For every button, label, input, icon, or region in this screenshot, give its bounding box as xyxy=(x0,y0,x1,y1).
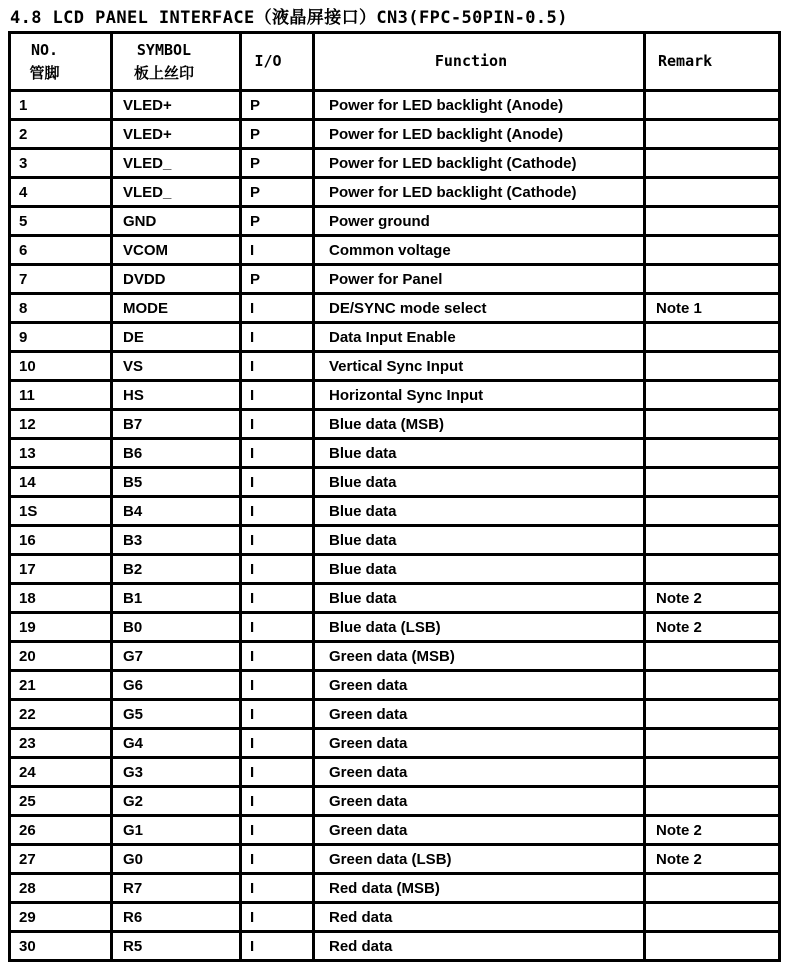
table-row xyxy=(10,497,780,526)
cell-io: I xyxy=(241,932,314,961)
cell-io: I xyxy=(241,903,314,932)
cell-io: P xyxy=(241,178,314,207)
cell-pin-number: 17 xyxy=(10,555,112,584)
cell-pin-number: 28 xyxy=(10,874,112,903)
cell-pin-number: 6 xyxy=(10,236,112,265)
column-header-no-cn: 管脚 xyxy=(29,63,60,82)
cell-remark xyxy=(645,700,780,729)
cell-remark xyxy=(645,352,780,381)
cell-pin-number: 1 xyxy=(10,91,112,120)
cell-pin-number: 25 xyxy=(10,787,112,816)
cell-symbol: G2 xyxy=(112,787,241,816)
cell-symbol: R5 xyxy=(112,932,241,961)
cell-symbol: GND xyxy=(112,207,241,236)
cell-pin-number: 14 xyxy=(10,468,112,497)
cell-function: Green data xyxy=(314,700,645,729)
cell-symbol: B6 xyxy=(112,439,241,468)
cell-function: Blue data xyxy=(314,497,645,526)
column-header-function: Function xyxy=(314,33,645,91)
cell-function: Horizontal Sync Input xyxy=(314,381,645,410)
cell-symbol: VLED+ xyxy=(112,120,241,149)
cell-remark: Note 2 xyxy=(645,816,780,845)
table-row xyxy=(10,120,780,149)
cell-pin-number: 5 xyxy=(10,207,112,236)
cell-symbol: B7 xyxy=(112,410,241,439)
cell-symbol: B0 xyxy=(112,613,241,642)
cell-pin-number: 16 xyxy=(10,526,112,555)
cell-function: Green data (MSB) xyxy=(314,642,645,671)
cell-remark xyxy=(645,526,780,555)
cell-remark xyxy=(645,758,780,787)
cell-io: I xyxy=(241,874,314,903)
cell-remark xyxy=(645,323,780,352)
cell-pin-number: 20 xyxy=(10,642,112,671)
cell-io: P xyxy=(241,149,314,178)
table-row xyxy=(10,729,780,758)
table-row xyxy=(10,642,780,671)
cell-pin-number: 30 xyxy=(10,932,112,961)
table-row xyxy=(10,265,780,294)
cell-pin-number: 9 xyxy=(10,323,112,352)
table-row xyxy=(10,149,780,178)
table-row xyxy=(10,410,780,439)
table-row xyxy=(10,236,780,265)
cell-io: I xyxy=(241,497,314,526)
cell-function: Green data xyxy=(314,729,645,758)
cell-remark xyxy=(645,236,780,265)
cell-remark xyxy=(645,932,780,961)
cell-symbol: G3 xyxy=(112,758,241,787)
cell-symbol: VLED_ xyxy=(112,149,241,178)
table-row xyxy=(10,584,780,613)
table-row xyxy=(10,874,780,903)
cell-remark: Note 2 xyxy=(645,613,780,642)
cell-symbol: G0 xyxy=(112,845,241,874)
cell-function: Blue data xyxy=(314,468,645,497)
cell-io: I xyxy=(241,584,314,613)
cell-pin-number: 22 xyxy=(10,700,112,729)
cell-io: I xyxy=(241,236,314,265)
cell-pin-number: 12 xyxy=(10,410,112,439)
cell-function: Blue data xyxy=(314,584,645,613)
cell-remark xyxy=(645,265,780,294)
cell-function: Power for Panel xyxy=(314,265,645,294)
column-header-remark: Remark xyxy=(645,33,780,91)
table-row xyxy=(10,381,780,410)
cell-remark xyxy=(645,642,780,671)
cell-function: Power for LED backlight (Anode) xyxy=(314,91,645,120)
column-header-io: I/O xyxy=(241,33,314,91)
column-header-symbol-en: SYMBOL xyxy=(136,40,192,59)
cell-symbol: VCOM xyxy=(112,236,241,265)
cell-remark xyxy=(645,671,780,700)
cell-io: I xyxy=(241,526,314,555)
cell-function: Blue data xyxy=(314,526,645,555)
table-row xyxy=(10,787,780,816)
cell-function: Blue data xyxy=(314,439,645,468)
cell-pin-number: 29 xyxy=(10,903,112,932)
cell-function: Red data (MSB) xyxy=(314,874,645,903)
cell-io: I xyxy=(241,381,314,410)
cell-remark xyxy=(645,874,780,903)
table-row xyxy=(10,352,780,381)
cell-symbol: VS xyxy=(112,352,241,381)
cell-symbol: G5 xyxy=(112,700,241,729)
cell-io: P xyxy=(241,91,314,120)
cell-pin-number: 10 xyxy=(10,352,112,381)
cell-remark xyxy=(645,381,780,410)
lcd-pin-table xyxy=(8,31,781,962)
cell-io: P xyxy=(241,265,314,294)
cell-remark xyxy=(645,497,780,526)
cell-pin-number: 24 xyxy=(10,758,112,787)
cell-remark xyxy=(645,91,780,120)
cell-function: Blue data (MSB) xyxy=(314,410,645,439)
column-header-no-en: NO. xyxy=(30,40,59,59)
cell-function: Power for LED backlight (Cathode) xyxy=(314,178,645,207)
cell-io: I xyxy=(241,671,314,700)
cell-symbol: G7 xyxy=(112,642,241,671)
cell-function: Data Input Enable xyxy=(314,323,645,352)
column-header-no xyxy=(10,33,112,91)
cell-pin-number: 11 xyxy=(10,381,112,410)
cell-function: Green data xyxy=(314,816,645,845)
cell-io: I xyxy=(241,323,314,352)
cell-remark xyxy=(645,903,780,932)
table-row xyxy=(10,700,780,729)
cell-io: I xyxy=(241,613,314,642)
cell-remark: Note 1 xyxy=(645,294,780,323)
column-header-symbol-cn: 板上丝印 xyxy=(133,63,194,82)
cell-remark xyxy=(645,178,780,207)
table-row xyxy=(10,468,780,497)
cell-pin-number: 19 xyxy=(10,613,112,642)
cell-function: Vertical Sync Input xyxy=(314,352,645,381)
cell-io: I xyxy=(241,787,314,816)
cell-function: Common voltage xyxy=(314,236,645,265)
column-header-symbol xyxy=(112,33,241,91)
cell-pin-number: 8 xyxy=(10,294,112,323)
cell-symbol: DE xyxy=(112,323,241,352)
cell-remark xyxy=(645,468,780,497)
cell-io: P xyxy=(241,207,314,236)
table-row xyxy=(10,439,780,468)
cell-remark: Note 2 xyxy=(645,584,780,613)
cell-io: I xyxy=(241,816,314,845)
cell-symbol: VLED+ xyxy=(112,91,241,120)
table-body xyxy=(10,91,780,961)
table-row xyxy=(10,178,780,207)
table-row xyxy=(10,613,780,642)
cell-function: DE/SYNC mode select xyxy=(314,294,645,323)
cell-remark xyxy=(645,439,780,468)
cell-io: I xyxy=(241,410,314,439)
cell-remark xyxy=(645,120,780,149)
header-row xyxy=(10,33,780,91)
cell-io: I xyxy=(241,468,314,497)
cell-function: Green data xyxy=(314,758,645,787)
table-row xyxy=(10,526,780,555)
cell-function: Blue data xyxy=(314,555,645,584)
table-row xyxy=(10,932,780,961)
cell-pin-number: 4 xyxy=(10,178,112,207)
cell-io: I xyxy=(241,439,314,468)
cell-symbol: DVDD xyxy=(112,265,241,294)
cell-symbol: G4 xyxy=(112,729,241,758)
cell-function: Green data xyxy=(314,671,645,700)
cell-pin-number: 18 xyxy=(10,584,112,613)
cell-symbol: B5 xyxy=(112,468,241,497)
cell-remark xyxy=(645,149,780,178)
cell-io: I xyxy=(241,758,314,787)
cell-function: Power for LED backlight (Anode) xyxy=(314,120,645,149)
cell-io: I xyxy=(241,352,314,381)
cell-io: I xyxy=(241,845,314,874)
cell-function: Green data xyxy=(314,787,645,816)
cell-remark xyxy=(645,729,780,758)
cell-symbol: G1 xyxy=(112,816,241,845)
cell-pin-number: 2 xyxy=(10,120,112,149)
cell-pin-number: 1S xyxy=(10,497,112,526)
table-row xyxy=(10,903,780,932)
table-row xyxy=(10,758,780,787)
cell-symbol: HS xyxy=(112,381,241,410)
table-row xyxy=(10,816,780,845)
cell-pin-number: 21 xyxy=(10,671,112,700)
cell-symbol: R6 xyxy=(112,903,241,932)
table-row xyxy=(10,671,780,700)
cell-io: I xyxy=(241,555,314,584)
cell-function: Power ground xyxy=(314,207,645,236)
table-row xyxy=(10,845,780,874)
cell-function: Green data (LSB) xyxy=(314,845,645,874)
cell-symbol: VLED_ xyxy=(112,178,241,207)
table-row xyxy=(10,323,780,352)
cell-pin-number: 23 xyxy=(10,729,112,758)
page-title: 4.8 LCD PANEL INTERFACE（液晶屏接口）CN3(FPC-50PIN-0.5) xyxy=(10,8,568,28)
cell-io: I xyxy=(241,642,314,671)
table-row xyxy=(10,555,780,584)
cell-remark xyxy=(645,787,780,816)
table-row xyxy=(10,294,780,323)
cell-io: I xyxy=(241,729,314,758)
cell-remark xyxy=(645,410,780,439)
cell-remark xyxy=(645,207,780,236)
cell-symbol: B1 xyxy=(112,584,241,613)
cell-symbol: B3 xyxy=(112,526,241,555)
cell-pin-number: 7 xyxy=(10,265,112,294)
cell-symbol: R7 xyxy=(112,874,241,903)
cell-function: Red data xyxy=(314,903,645,932)
cell-function: Blue data (LSB) xyxy=(314,613,645,642)
cell-io: I xyxy=(241,294,314,323)
cell-pin-number: 27 xyxy=(10,845,112,874)
cell-pin-number: 13 xyxy=(10,439,112,468)
cell-symbol: B2 xyxy=(112,555,241,584)
cell-pin-number: 26 xyxy=(10,816,112,845)
cell-symbol: MODE xyxy=(112,294,241,323)
cell-io: I xyxy=(241,700,314,729)
cell-pin-number: 3 xyxy=(10,149,112,178)
table-row xyxy=(10,207,780,236)
cell-function: Power for LED backlight (Cathode) xyxy=(314,149,645,178)
cell-remark xyxy=(645,555,780,584)
cell-symbol: B4 xyxy=(112,497,241,526)
table-row xyxy=(10,91,780,120)
cell-function: Red data xyxy=(314,932,645,961)
cell-symbol: G6 xyxy=(112,671,241,700)
cell-remark: Note 2 xyxy=(645,845,780,874)
cell-io: P xyxy=(241,120,314,149)
